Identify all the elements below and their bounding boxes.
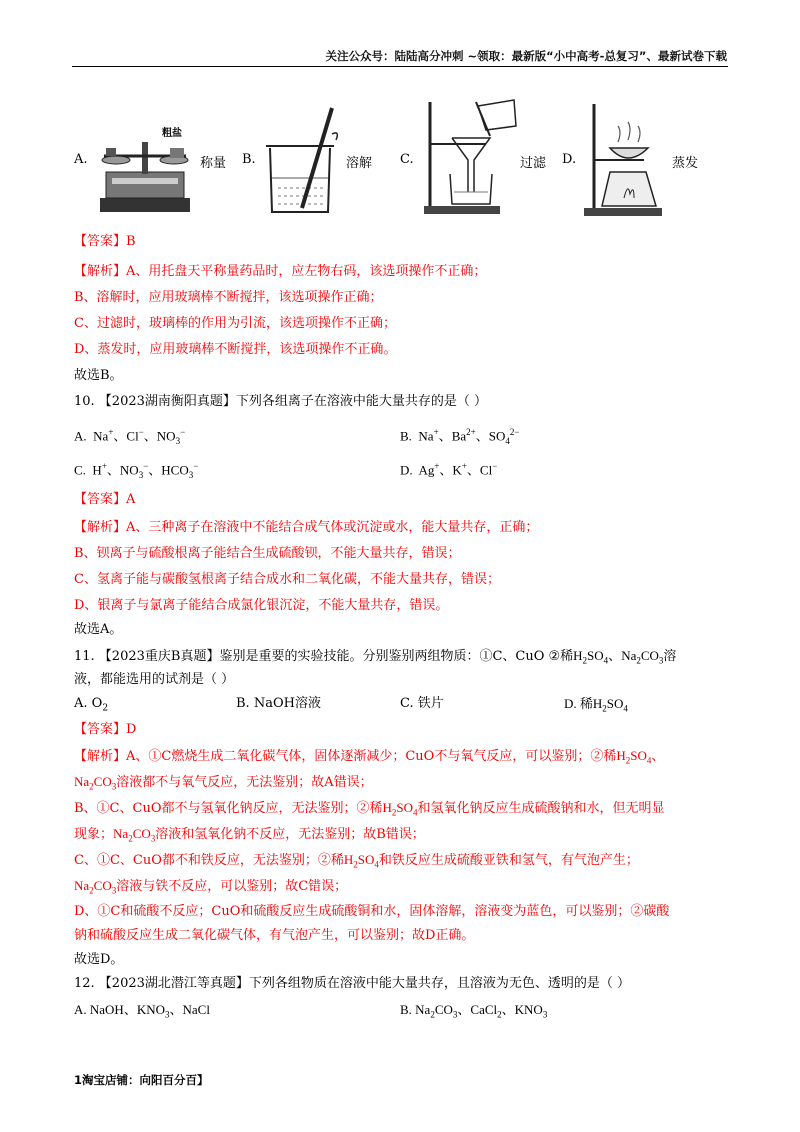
q10-analysis-d: D、银离子与氯离子能结合成氯化银沉淀，不能大量共存，错误。 bbox=[74, 598, 449, 613]
figure-a-letter: A. bbox=[74, 152, 88, 167]
q10-analysis-c: C、氢离子能与碳酸氢根离子结合成水和二氧化碳，不能大量共存，错误； bbox=[74, 572, 500, 587]
q8-answer: 【答案】B bbox=[74, 234, 136, 249]
dissolving-figure bbox=[262, 104, 342, 216]
figure-b-label: 溶解 bbox=[346, 156, 373, 171]
q10-conclusion: 故选A。 bbox=[74, 622, 123, 637]
figure-b-letter: B. bbox=[242, 152, 256, 167]
q8-analysis-b: B、溶解时，应用玻璃棒不断搅拌，该选项操作正确； bbox=[74, 290, 383, 305]
q10-option-d: D. Ag+、K+、Cl− bbox=[400, 461, 498, 478]
q8-analysis-c: C、过滤时，玻璃棒的作用为引流，该选项操作不正确； bbox=[74, 316, 396, 331]
q11-option-a: A. $O_2$ bbox=[74, 696, 109, 714]
q8-conclusion: 故选B。 bbox=[74, 368, 123, 383]
q12-stem: 12. 【2023湖北潜江等真题】下列各组物质在溶液中能大量共存，且溶液为无色、透明的是（ ） bbox=[74, 976, 631, 991]
figure-d-label: 蒸发 bbox=[672, 156, 699, 171]
figure-c-label: 过滤 bbox=[520, 156, 547, 171]
q11-answer: 【答案】D bbox=[74, 722, 137, 737]
q8-analysis-d: D、蒸发时，应用玻璃棒不断搅拌，该选项操作不正确。 bbox=[74, 342, 397, 357]
q11-analysis-b2: 现象；$Na_2CO_3$溶液和氢氧化钠不反应，无法鉴别；故B错误； bbox=[74, 826, 425, 844]
page-header: 关注公众号：陆陆高分冲刺 ~领取：最新版“小中高考-总复习”、最新试卷下载 bbox=[325, 49, 727, 63]
q11-analysis-a1: 【解析】A、①C燃烧生成二氧化碳气体，固体逐渐减少；CuO不与氧气反应，可以鉴别；②稀$H_2SO_4$、 bbox=[74, 748, 665, 766]
salt-tag: 粗盐 bbox=[162, 128, 182, 139]
figure-c-letter: C. bbox=[400, 152, 414, 167]
q11-analysis-a2: $Na_2CO_3$溶液都不与氧气反应，无法鉴别；故A错误； bbox=[74, 774, 373, 792]
q11-option-d: D. 稀$H_2SO_4$ bbox=[564, 696, 628, 714]
q11-conclusion: 故选D。 bbox=[74, 952, 124, 967]
q11-analysis-d2: 钠和硫酸反应生成二氧化碳气体，有气泡产生，可以鉴别；故D正确。 bbox=[74, 928, 475, 943]
q12-option-a: A. NaOH、$KNO_3$、NaCl bbox=[74, 1002, 210, 1020]
q11-analysis-b1: B、①C、CuO都不与氢氧化钠反应，无法鉴别；②稀$H_2SO_4$和氢氧化钠反应生成硫酸钠和水，但无明显 bbox=[74, 800, 665, 818]
q10-analysis-b: B、钡离子与硫酸根离子能结合生成硫酸钡，不能大量共存，错误； bbox=[74, 546, 461, 561]
page-footer: 1淘宝店铺：向阳百分百】 bbox=[74, 1073, 209, 1087]
filtration-figure bbox=[416, 98, 526, 216]
q10-stem: 10. 【2023湖南衡阳真题】下列各组离子在溶液中能大量共存的是（ ） bbox=[74, 394, 488, 409]
q12-option-b: B. $Na_2CO_3$、CaCl$_2$、$KNO_3$ bbox=[400, 1002, 548, 1020]
q10-analysis-a: 【解析】A、三种离子在溶液中不能结合成气体或沉淀或水，能大量共存，正确； bbox=[74, 520, 539, 535]
q10-option-a: A. Na+、Cl−、$NO_3^-$ bbox=[74, 427, 186, 446]
q10-option-b: B. Na+、$Ba^{2+}$、$SO_4^{2-}$ bbox=[400, 427, 520, 446]
q8-analysis-a: 【解析】A、用托盘天平称量药品时，应左物右码，该选项操作不正确； bbox=[74, 264, 487, 279]
q10-option-c: C. H+、$NO_3^-$、$HCO_3^-$ bbox=[74, 461, 199, 480]
q11-stem-line1: 11. 【2023重庆B真题】鉴别是重要的实验技能。分别鉴别两组物质：①C、CuO ②稀$H_2SO_4$、$Na_2CO_3$溶 bbox=[74, 648, 677, 666]
q11-analysis-c1: C、①C、CuO都不和铁反应，无法鉴别；②稀$H_2SO_4$和铁反应生成硫酸亚铁和氢气，有气泡产生； bbox=[74, 852, 639, 870]
q11-analysis-c2: $Na_2CO_3$溶液与铁不反应，可以鉴别；故C错误； bbox=[74, 878, 348, 896]
q10-answer: 【答案】A bbox=[74, 492, 136, 507]
q11-stem-line2: 液，都能选用的试剂是（ ） bbox=[74, 672, 235, 687]
evaporation-figure bbox=[580, 102, 670, 216]
q11-option-c: C. 铁片 bbox=[400, 696, 444, 711]
q11-analysis-d1: D、①C和硫酸不反应；CuO和硫酸反应生成硫酸铜和水，固体溶解，溶液变为蓝色，可以鉴别；②碳酸 bbox=[74, 904, 670, 919]
q11-option-b: B. NaOH溶液 bbox=[236, 696, 321, 711]
figure-a-label: 称量 bbox=[200, 156, 227, 171]
header-divider bbox=[72, 66, 728, 67]
figure-d-letter: D. bbox=[562, 152, 577, 167]
